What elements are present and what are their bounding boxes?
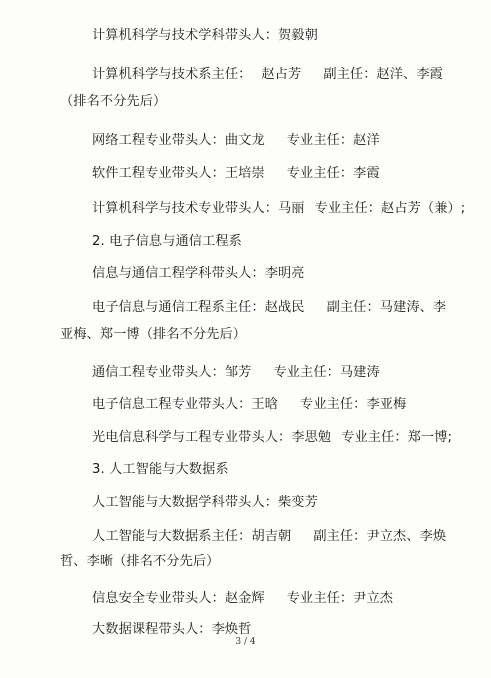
ai-discipline-leader: 人工智能与大数据学科带头人：柴变芳 [92, 495, 318, 510]
ice-discipline-leader: 信息与通信工程学科带头人：李明亮 [92, 266, 305, 281]
section-heading-ai: 3. 人工智能与大数据系 [92, 462, 229, 477]
communication-engineering-line: 通信工程专业带头人：邹芳 专业主任：马建涛 [92, 365, 380, 380]
network-engineering-line: 网络工程专业带头人：曲文龙 专业主任：赵洋 [92, 133, 380, 148]
optoelectronic-line: 光电信息科学与工程专业带头人：李思勉 专业主任：郑一博; [92, 430, 453, 445]
electronic-info-engineering-line: 电子信息工程专业带头人：王晗 专业主任：李亚梅 [92, 397, 407, 412]
page-number: 3 / 4 [235, 637, 256, 647]
ai-department-director: 人工智能与大数据系主任：胡吉朝 副主任：尹立杰、李焕 [92, 529, 447, 544]
big-data-course-leader: 大数据课程带头人：李焕哲 [92, 622, 252, 637]
section-heading-electronic: 2. 电子信息与通信工程系 [92, 234, 242, 249]
cs-major-line: 计算机科学与技术专业带头人：马丽 专业主任：赵占芳（兼）; [92, 201, 466, 216]
info-security-line: 信息安全专业带头人：赵金辉 专业主任：尹立杰 [92, 591, 394, 606]
ai-deputy-continuation: 哲、李晰（排名不分先后） [60, 554, 220, 569]
cs-ranking-note: （排名不分先后） [60, 94, 167, 109]
eic-department-director: 电子信息与通信工程系主任：赵战民 副主任：马建涛、李 [92, 300, 447, 315]
cs-department-director: 计算机科学与技术系主任： 赵占芳 副主任：赵洋、李霞 [92, 67, 443, 82]
software-engineering-line: 软件工程专业带头人：王培崇 专业主任：李霞 [92, 166, 380, 181]
cs-discipline-leader: 计算机科学与技术学科带头人：贺毅朝 [92, 28, 318, 43]
eic-deputy-continuation: 亚梅、郑一博（排名不分先后） [60, 327, 247, 342]
